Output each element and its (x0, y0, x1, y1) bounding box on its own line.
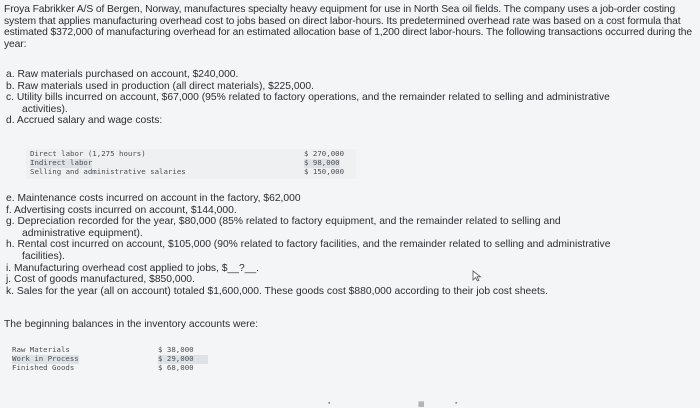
cropped-glyph-2: ▪ (455, 400, 458, 407)
transaction-j: j. Cost of goods manufactured, $850,000. (6, 274, 195, 286)
transaction-k: k. Sales for the year (all on account) totaled $1,600,000. These goods cost $880,000 according to their job cost sheets. (6, 285, 548, 297)
transactions-list-bottom (6, 193, 694, 297)
transaction-a: a. Raw materials purchased on account, $240,000. (6, 69, 239, 80)
transactions-list-top (6, 69, 694, 127)
transaction-c: c. Utility bills incurred on account, $67,000 (95% related to factory operations, and the remainder related to selling and administrative (6, 92, 610, 104)
transaction-d: d. Accrued salary and wage costs: (6, 115, 163, 127)
cropped-glyph-1: ▪ (328, 400, 331, 407)
mouse-cursor-icon (472, 270, 482, 285)
balance-label-raw-materials: Raw Materials (12, 345, 70, 354)
balance-label-work-in-process: Work in Process (12, 354, 79, 363)
beginning-balances-title: The beginning balances in the inventory accounts were: (4, 319, 259, 330)
cost-amount-indirect-labor: $ 98,000 (304, 158, 340, 167)
beginning-balances-table (10, 345, 210, 375)
salary-wage-table (26, 149, 356, 179)
balance-amount-work-in-process: $ 29,000 (158, 355, 208, 364)
balance-amount-finished-goods: $ 68,000 (158, 363, 194, 372)
balance-amount-raw-materials: $ 38,000 (158, 345, 194, 354)
transaction-g: g. Depreciation recorded for the year, $80,000 (85% related to factory equipment, and the remainder related to selling and (6, 216, 561, 228)
cost-label-indirect-labor: Indirect labor (30, 158, 93, 167)
transaction-e: e. Maintenance costs incurred on account in the factory, $62,000 (6, 193, 301, 204)
cropped-grid-icon: ▦ (418, 401, 425, 408)
transaction-h: h. Rental cost incurred on account, $105,000 (90% related to factory facilities, and the remainder related to selling and administrative (6, 239, 611, 251)
transaction-b: b. Raw materials used in production (all direct materials), $225,000. (6, 80, 314, 92)
transaction-g-continued: administrative equipment). (22, 227, 143, 239)
cost-amount-selling-admin: $ 150,000 (304, 167, 345, 176)
cost-label-direct-labor: Direct labor (1,275 hours) (30, 149, 146, 158)
cost-label-selling-admin: Selling and administrative salaries (30, 167, 186, 176)
cost-amount-direct-labor: $ 270,000 (304, 149, 345, 158)
bottom-edge-strip (0, 400, 700, 408)
transaction-c-continued: activities). (22, 103, 68, 115)
transaction-i: i. Manufacturing overhead cost applied to jobs, $__?__. (6, 262, 260, 274)
transaction-h-continued: facilities). (22, 250, 65, 262)
balance-label-finished-goods: Finished Goods (12, 363, 75, 372)
transaction-f: f. Advertising costs incurred on account, $144,000. (6, 204, 237, 216)
intro-paragraph: Froya Fabrikker A/S of Bergen, Norway, manufactures specialty heavy equipment for use in North Sea oil fields. The company uses a job-order costing system that applies manufacturing overhead cost to jobs based on direct labor-hours. Its predetermined overhead rate was based on a cost formula that estimated $372,000 of manufacturing overhead for an estimated allocation base of 1,200 direct labor-hours. The following transactions occurred during the year: (4, 4, 692, 50)
